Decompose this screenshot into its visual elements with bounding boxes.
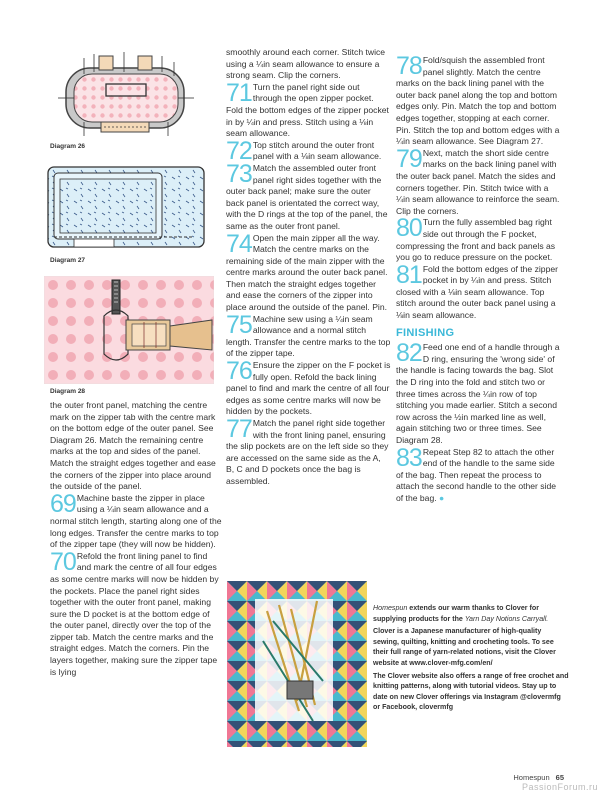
end-mark-icon: ● (439, 492, 445, 503)
step-text: Machine sew using a ¼in seam allowance and a normal stitch length. Transfer the centre marks to the top of the zipper tape. (226, 313, 391, 359)
left-column (50, 400, 222, 678)
sponsor-paragraph-1 (373, 603, 569, 624)
step-text: Ensure the zipper on the F pocket is fully open. Refold the back lining panel to find and mark the centre of all four edges as some centre marks will now be hidden by the pockets. (226, 360, 391, 417)
sponsor-paragraph-2: Clover is a Japanese manufacturer of high-quality sewing, quilting, knitting and crocheting tools. To see their full range of yarn-related notions, visit the Clover website at www.clover-mfg.com/en/ (373, 627, 556, 667)
step-number: 75 (226, 310, 252, 339)
step-text: Open the main zipper all the way. Match the centre marks on the remaining side of the main zipper with the centre marks around the outer back panel. Then match the straight edges together and ease the corners of the zipper into place around the outside of the panel. Pin. (226, 232, 388, 313)
step-77 (226, 415, 391, 488)
step-text: Top stitch around the outer front panel with a ⅛in seam allowance. (252, 139, 382, 162)
step-81 (396, 260, 562, 322)
step-text: Machine baste the zipper in place using a ¼in seam allowance and a normal stitch length, starting along one of the long edges. Transfer the centre marks to top of the zipper tape (they will now be hidden). (50, 492, 222, 550)
step-text: Feed one end of a handle through a D ring, ensuring the 'wrong side' of the handle is facing towards the bag. Slot the D ring into the fold and stitch two or three times across the ¼in row of top stitching you made earlier. Stitch a second row across the ½in marked line as well, again stitching two or three times. See Diagram 28. (396, 342, 560, 445)
watermark: PassionForum.ru (521, 782, 598, 792)
step-82 (396, 339, 562, 446)
sponsor-box (227, 581, 567, 749)
step-text: Turn the panel right side out through the open zipper pocket. Fold the bottom edges of the zipper pocket in by ¼in and press. Stitch using a ⅛in seam allowance. (226, 81, 389, 139)
step-number: 81 (396, 260, 422, 289)
left-intro: the outer front panel, matching the centre mark on the zipper tab with the centre mark on the bottom edge of the outer panel. See Diagram 26. Match the remaining centre marks at the top and sides of the panel. Match the straight edges together and ease the corners of the zipper into place around the outside of the panel. (50, 400, 216, 492)
sponsor-paragraph-3: The Clover website also offers a range of free crochet and knitting patterns, along with tutorial videos. Stay up to date on new Clover offerings via Instagram @clovermfg or Facebook, clovermfg (373, 671, 569, 712)
step-70 (50, 547, 222, 679)
product-name: Yarn Day Notions Carryall. (464, 614, 549, 623)
section-heading-finishing: FINISHING (396, 326, 455, 339)
step-text: Match the assembled outer front panel right sides together with the outer back panel; make sure the outer back panel is orientated the correct way, with the D rings at the top of the panel, the same as the outer front panel. (226, 162, 388, 231)
step-text: Turn the fully assembled bag right side out through the F pocket, compressing the front and back panels as you go to reduce pressure on the pocket. (396, 217, 556, 263)
step-80 (396, 214, 562, 263)
brand-name: Homespun (373, 604, 408, 612)
thanks-text: extends our warm thanks to Clover for supplying products for the (373, 604, 539, 623)
step-text: Fold/squish the assembled front panel slightly. Match the centre marks on the back lining panel with the outer back panel along the top and bottom edges only. Pin. Match the top and bottom edges together, stopping at each corner. Pin. Stitch the top and bottom edges with a ¼in seam allowance. See Diagram 27. (396, 55, 560, 147)
step-number: 82 (396, 339, 422, 368)
step-71 (226, 78, 391, 140)
page-footer (513, 773, 564, 782)
step-number: 79 (396, 144, 422, 173)
step-number: 69 (50, 489, 76, 518)
diagram-28-caption: Diagram 28 (50, 388, 86, 395)
diagram-27 (44, 163, 208, 251)
step-text: Repeat Step 82 to attach the other end of the handle to the same side of the bag. Then repeat the process to attach the second handle to the other side of the bag. (396, 446, 557, 503)
mid-intro: smoothly around each corner. Stitch twice using a ¼in seam allowance to ensure a strong seam. Clip the corners. (226, 47, 386, 81)
step-number: 71 (226, 78, 252, 107)
step-number: 83 (396, 443, 422, 472)
step-76 (226, 357, 391, 418)
step-number: 72 (226, 136, 252, 165)
diagram-26-caption: Diagram 26 (50, 143, 86, 150)
middle-column (226, 47, 391, 488)
step-number: 77 (226, 415, 252, 443)
step-78 (396, 52, 562, 148)
step-69 (50, 489, 222, 551)
step-text: Refold the front lining panel to find and mark the centre of all four edges as some centre marks will now be hidden by the pockets. Place the panel right sides together with the outer front panel, making sure the D pocket is at the bottom edge of the outer panel, directly over the top of the zipper tab. Match the centre marks and the straight edges. Match the corners. Pin the layers together, making sure the zipper tape is lying (50, 550, 219, 677)
step-number: 73 (226, 159, 252, 188)
step-number: 80 (396, 214, 422, 243)
step-75 (226, 310, 391, 360)
diagram-27-caption: Diagram 27 (50, 257, 86, 264)
magazine-name: Homespun (513, 773, 550, 782)
page-number: 65 (555, 773, 564, 782)
step-number: 70 (50, 547, 76, 576)
right-column (396, 52, 562, 505)
step-number: 76 (226, 357, 252, 386)
sponsor-text (373, 603, 569, 713)
step-text: Fold the bottom edges of the zipper pocket in by ¼in and press. Stitch closed with a ⅛in seam allowance. Top stitch around the outer back panel using a ⅛in seam allowance. (396, 263, 559, 321)
product-photo (227, 581, 367, 747)
step-73 (226, 159, 391, 233)
step-79 (396, 144, 562, 218)
step-74 (226, 229, 391, 314)
step-text: Next, match the short side centre marks on the back lining panel with the outer back panel. Match the sides and corners together. Pin. Stitch twice with a ¼in seam allowance to reinforce the seam. Clip the corners. (396, 147, 560, 216)
step-83 (396, 443, 562, 505)
diagram-26 (44, 48, 204, 140)
step-number: 78 (396, 52, 422, 80)
diagram-28 (44, 276, 214, 384)
step-number: 74 (226, 229, 252, 258)
step-text: Match the panel right side together with the front lining panel, ensuring the slip pockets are on the left side so they are accessed on the same side as the A, B, C and D pockets once the bag is assembled. (226, 418, 389, 486)
